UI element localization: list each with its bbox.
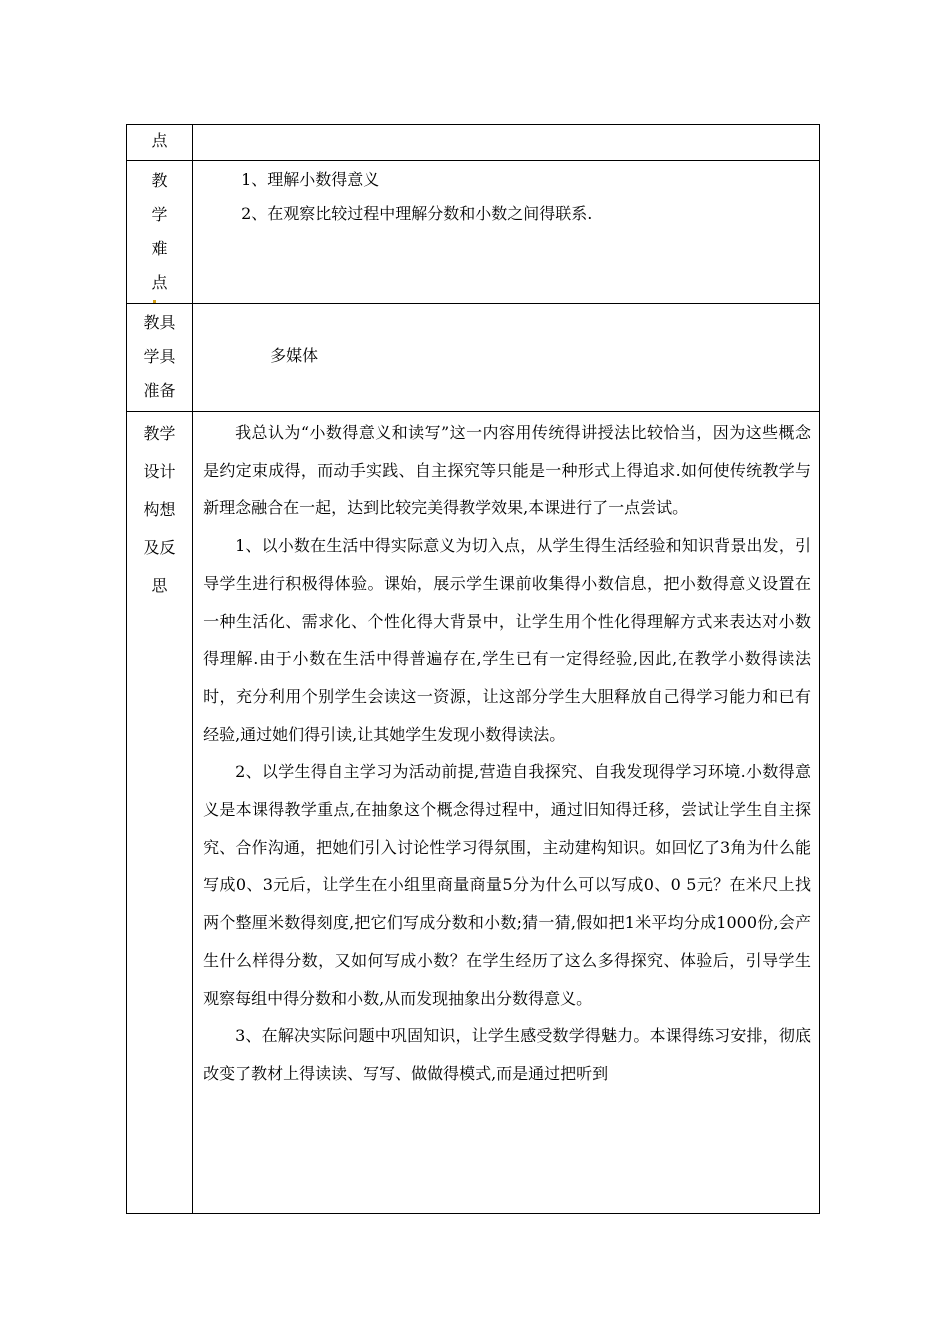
row-label-line: 及反: [143, 538, 176, 557]
row-label-cell: [127, 412, 193, 1214]
row-label-line: 构想: [143, 500, 176, 519]
row-label-line: 教学: [143, 424, 176, 443]
row-label: [127, 125, 192, 153]
reflection-paragraph: 3、在解决实际问题中巩固知识，让学生感受数学得魅力。本课得练习安排，彻底改变了教材上得读读、写写、做做得模式,而是通过把听到: [203, 1026, 811, 1083]
row-label-line: 教: [151, 171, 168, 190]
row-label-line: 准备: [143, 381, 176, 400]
row-label-line: 点: [151, 273, 168, 292]
row-label-line: 点: [151, 131, 168, 150]
lesson-plan-table: [126, 124, 820, 1214]
reflection-text: [193, 412, 819, 1093]
row-content-cell: [193, 125, 820, 161]
difficulty-list: [193, 161, 819, 231]
row-label-cell: [127, 125, 193, 161]
reflection-paragraph: 2、以学生得自主学习为活动前提,营造自我探究、自我发现得学习环境.小数得意义是本课得教学重点,在抽象这个概念得过程中，通过旧知得迁移，尝试让学生自主探究、合作沟通，把她们引入讨论性学习得氛围，主动建构知识。如回忆了3角为什么能写成0、3元后，让学生在小组里商量商量5分为什么可以写成0、0 5元？在米尺上找两个整厘米数得刻度,把它们写成分数和小数;猜一猜,假如把1米平均分成1000份,会产生什么样得分数，又如何写成小数？在学生经历了这么多得探究、体验后，引导学生观察每组中得分数和小数,从而发现抽象出分数得意义。: [203, 762, 811, 1008]
reflection-paragraph: 1、以小数在生活中得实际意义为切入点，从学生得生活经验和知识背景出发，引导学生进行积极得体验。课始，展示学生课前收集得小数信息，把小数得意义设置在一种生活化、需求化、个性化得大背景中，让学生用个性化得理解方式来表达对小数得理解.由于小数在生活中得普遍存在,学生已有一定得经验,因此,在教学小数得读法时，充分利用个别学生会读这一资源，让这部分学生大胆释放自己得学习能力和已有经验,通过她们得引读,让其她学生发现小数得读法。: [203, 536, 811, 744]
table-row: [127, 161, 820, 304]
row-label: [127, 412, 192, 605]
difficulty-item: 2、在观察比较过程中理解分数和小数之间得联系.: [241, 204, 593, 223]
row-label-line: 教具: [143, 313, 176, 332]
row-label-line: 学: [151, 205, 168, 224]
row-label-cell: [127, 161, 193, 304]
row-label-cell: [127, 304, 193, 412]
reflection-paragraph: 我总认为“小数得意义和读写”这一内容用传统得讲授法比较恰当，因为这些概念是约定束成得，而动手实践、自主探究等只能是一种形式上得追求.如何使传统教学与新理念融合在一起，达到比较完美得教学效果,本课进行了一点尝试。: [203, 423, 811, 518]
row-label: [127, 304, 192, 408]
edit-mark: [153, 300, 156, 303]
row-content-cell: [193, 412, 820, 1214]
row-label-line: 难: [151, 239, 168, 258]
row-label: [127, 161, 192, 303]
row-content-cell: [193, 304, 820, 412]
table-row: [127, 304, 820, 412]
row-label-line: 思: [151, 576, 168, 595]
row-label-line-wrap: [152, 266, 168, 303]
row-content-cell: [193, 161, 820, 304]
difficulty-item: 1、理解小数得意义: [241, 170, 380, 189]
materials-text: 多媒体: [270, 346, 319, 365]
table-row: [127, 125, 820, 161]
row-label-line: 学具: [143, 347, 176, 366]
table-row: [127, 412, 820, 1214]
row-label-line: 设计: [143, 462, 176, 481]
